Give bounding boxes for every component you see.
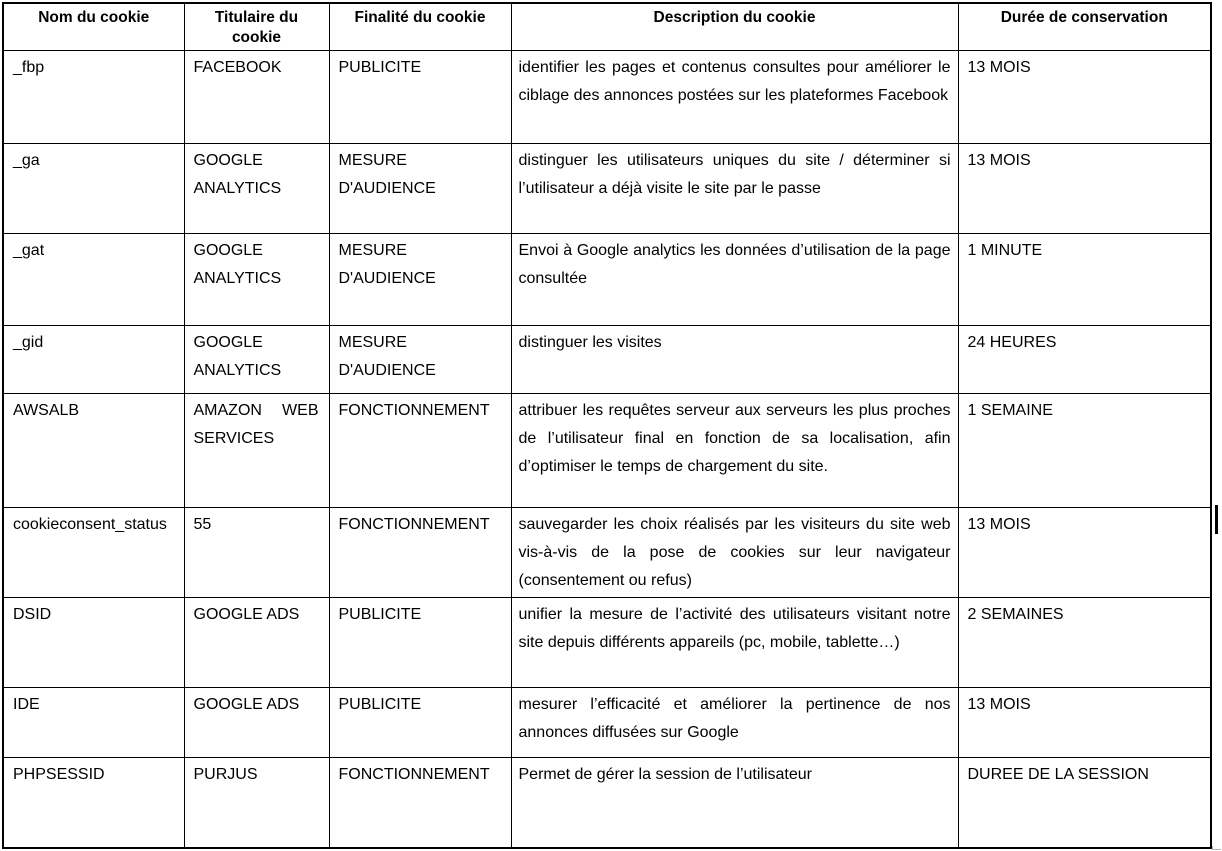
- cell-owner: PURJUS: [184, 758, 329, 848]
- header-cell-duration: Durée de conservation: [958, 3, 1211, 51]
- cell-purpose: MESURE D'AUDIENCE: [329, 234, 511, 326]
- cell-duration: 13 MOIS: [958, 508, 1211, 598]
- cell-duration: 2 SEMAINES: [958, 598, 1211, 688]
- cell-purpose: MESURE D'AUDIENCE: [329, 326, 511, 394]
- cell-name: IDE: [3, 688, 184, 758]
- right-edge-cursor-mark: [1215, 505, 1218, 534]
- cookie-table-body: [3, 51, 1211, 848]
- cell-duration: DUREE DE LA SESSION: [958, 758, 1211, 848]
- header-cell-name: Nom du cookie: [3, 3, 184, 51]
- cell-owner: 55: [184, 508, 329, 598]
- cell-duration: 13 MOIS: [958, 144, 1211, 234]
- cell-name: _fbp: [3, 51, 184, 144]
- cell-purpose: PUBLICITE: [329, 688, 511, 758]
- bottom-right-corner-mark: [1212, 846, 1221, 850]
- cell-description: mesurer l’efficacité et améliorer la pertinence de nos annonces diffusées sur Google: [511, 688, 958, 758]
- table-row: [3, 394, 1211, 508]
- cell-name: DSID: [3, 598, 184, 688]
- cell-owner: GOOGLE ADS: [184, 598, 329, 688]
- cell-name: cookieconsent_status: [3, 508, 184, 598]
- cell-description: distinguer les utilisateurs uniques du site / déterminer si l’utilisateur a déjà visite le site par le passe: [511, 144, 958, 234]
- cell-purpose: FONCTIONNEMENT: [329, 508, 511, 598]
- cell-name: _ga: [3, 144, 184, 234]
- cell-owner: GOOGLE ANALYTICS: [184, 144, 329, 234]
- table-row: [3, 758, 1211, 848]
- header-cell-description: Description du cookie: [511, 3, 958, 51]
- cell-purpose: FONCTIONNEMENT: [329, 394, 511, 508]
- cell-owner: FACEBOOK: [184, 51, 329, 144]
- cell-description: distinguer les visites: [511, 326, 958, 394]
- cell-duration: 24 HEURES: [958, 326, 1211, 394]
- cookie-table-header: [3, 3, 1211, 51]
- cell-description: sauvegarder les choix réalisés par les visiteurs du site web vis-à-vis de la pose de cookies sur leur navigateur (consentement ou refus): [511, 508, 958, 598]
- cell-description: Envoi à Google analytics les données d’utilisation de la page consultée: [511, 234, 958, 326]
- table-row: [3, 598, 1211, 688]
- header-cell-purpose: Finalité du cookie: [329, 3, 511, 51]
- cell-name: PHPSESSID: [3, 758, 184, 848]
- cell-duration: 1 MINUTE: [958, 234, 1211, 326]
- cookie-table: [2, 2, 1212, 849]
- cell-owner: GOOGLE ADS: [184, 688, 329, 758]
- header-row: [3, 3, 1211, 51]
- cell-purpose: MESURE D'AUDIENCE: [329, 144, 511, 234]
- cell-duration: 1 SEMAINE: [958, 394, 1211, 508]
- cell-owner: GOOGLE ANALYTICS: [184, 234, 329, 326]
- table-row: [3, 144, 1211, 234]
- cell-purpose: PUBLICITE: [329, 598, 511, 688]
- cell-owner: GOOGLE ANALYTICS: [184, 326, 329, 394]
- cell-name: _gid: [3, 326, 184, 394]
- cell-owner: AMAZON WEB SERVICES: [184, 394, 329, 508]
- cell-duration: 13 MOIS: [958, 688, 1211, 758]
- cell-duration: 13 MOIS: [958, 51, 1211, 144]
- cell-name: AWSALB: [3, 394, 184, 508]
- header-cell-owner: Titulaire du cookie: [184, 3, 329, 51]
- table-row: [3, 688, 1211, 758]
- cell-description: Permet de gérer la session de l’utilisateur: [511, 758, 958, 848]
- cell-purpose: PUBLICITE: [329, 51, 511, 144]
- table-row: [3, 51, 1211, 144]
- cell-purpose: FONCTIONNEMENT: [329, 758, 511, 848]
- table-row: [3, 326, 1211, 394]
- cell-description: attribuer les requêtes serveur aux serveurs les plus proches de l’utilisateur final en fonction de sa localisation, afin d’optimiser le temps de chargement du site.: [511, 394, 958, 508]
- table-row: [3, 234, 1211, 326]
- cell-description: identifier les pages et contenus consultes pour améliorer le ciblage des annonces postées sur les plateformes Facebook: [511, 51, 958, 144]
- cell-name: _gat: [3, 234, 184, 326]
- cell-description: unifier la mesure de l’activité des utilisateurs visitant notre site depuis différents appareils (pc, mobile, tablette…): [511, 598, 958, 688]
- table-row: [3, 508, 1211, 598]
